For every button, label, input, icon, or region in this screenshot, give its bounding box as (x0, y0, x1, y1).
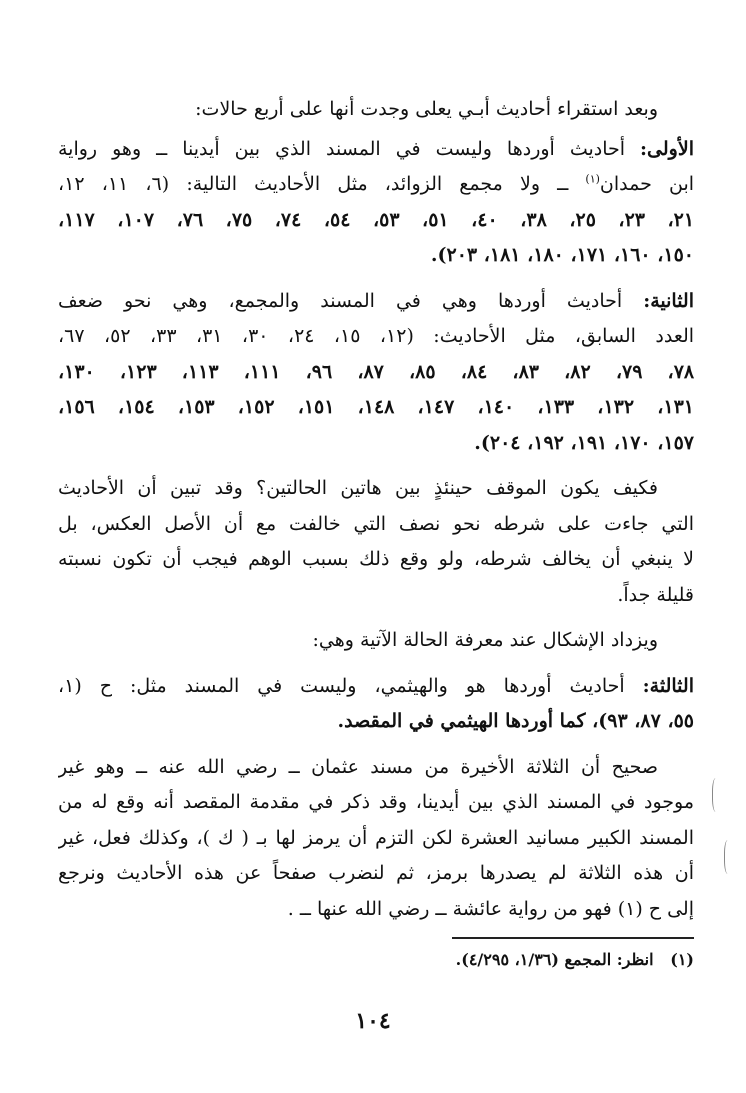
case-first-paragraph (58, 132, 694, 274)
margin-bracket-mark (712, 778, 721, 812)
text-line: المسند الكبير مسانيد العشرة لكن التزم أن يرمز لها بـ ( ك )، وكذلك فعل، غير (58, 826, 694, 849)
page-number: ١٠٤ (355, 1008, 391, 1034)
text-line: صحيح أن الثلاثة الأخيرة من مسند عثمان ــ رضي الله عنه ــ وهو غير (58, 755, 658, 778)
text-line: ١٥٠، ١٦٠، ١٧١، ١٨٠، ١٨١، ٢٠٣). (430, 244, 694, 266)
case-heading: الأولى: (640, 137, 694, 160)
footnote-marker: (١) (585, 172, 600, 186)
text-span: أحاديث أوردها هو والهيثمي، وليست في المسند مثل: ح (١، (58, 674, 625, 697)
margin-bracket-mark (724, 840, 733, 874)
text-line: لا ينبغي أن يخالف شرطه، ولو وقع ذلك بسبب الوهم فيجب أن تكون نسبته (58, 548, 694, 570)
increase-paragraph (58, 623, 694, 659)
text-line: قليلة جداً. (617, 583, 694, 606)
case-heading: الثالثة: (642, 674, 694, 697)
text-line: التي جاءت على شرطه نحو نصف التي خالفت مع أن الأصل العكس، بل (58, 512, 694, 535)
text-line: ٧٨، ٧٩، ٨٢، ٨٣، ٨٤، ٨٥، ٨٧، ٩٦، ١١١، ١١٣، ١٢٣، ١٣٠، (58, 360, 694, 383)
case-third-paragraph (58, 669, 694, 740)
text-line: العدد السابق، مثل الأحاديث: (١٢، ١٥، ٢٤، ٣٠، ٣١، ٣٣، ٥٢، ٦٧، (58, 325, 694, 347)
text-line: موجود في المسند الذي بين أيدينا، وقد ذكر في مقدمة المقصد أنه وقع له من (58, 791, 694, 813)
page-body (58, 92, 694, 937)
correct-paragraph (58, 750, 694, 928)
intro-paragraph (58, 92, 694, 128)
text-line: ١٥٧، ١٧٠، ١٩١، ١٩٢، ٢٠٤). (474, 431, 694, 454)
footnote-separator (452, 937, 694, 939)
text-line (58, 284, 694, 320)
text-line: ١٣١، ١٣٢، ١٣٣، ١٤٠، ١٤٧، ١٤٨، ١٥١، ١٥٢، ١٥٣، ١٥٤، ١٥٦، (58, 396, 694, 418)
text-line (58, 132, 694, 168)
footnote (58, 947, 694, 973)
text-line: ٥٥، ٨٧، ٩٣)، كما أوردها الهيثمي في المقصد. (337, 710, 694, 732)
case-heading: الثانية: (643, 289, 694, 312)
footnote-number: (١) (670, 950, 694, 969)
text-span: ابن حمدان (599, 173, 694, 195)
text-line: وبعد استقراء أحاديث أبـي يعلى وجدت أنها على أربع حالات: (195, 98, 658, 120)
text-line (58, 669, 694, 705)
case-second-paragraph (58, 284, 694, 462)
text-span: أحاديث أوردها وليست في المسند الذي بين أيدينا ــ وهو رواية (58, 137, 626, 160)
text-line: ٢١، ٢٣، ٢٥، ٣٨، ٤٠، ٥١، ٥٣، ٥٤، ٧٤، ٧٥، ٧٦، ١٠٧، ١١٧، (58, 208, 694, 231)
text-line: أن هذه الثلاثة لم يصدرها برمز، ثم لنضرب صفحاً عن هذه الأحاديث ونرجع (58, 862, 694, 884)
text-line (58, 167, 694, 203)
footnote-text: انظر: المجمع (١/٣٦، ٤/٢٩٥). (455, 950, 654, 969)
text-line: فكيف يكون الموقف حينئذٍ بين هاتين الحالتين؟ وقد تبين أن الأحاديث (58, 477, 658, 499)
text-span: ــ ولا مجمع الزوائد، مثل الأحاديث التالية: (٦، ١١، ١٢، (58, 173, 569, 195)
question-paragraph (58, 471, 694, 613)
text-span: أحاديث أوردها وهي في المسند والمجمع، وهي نحو ضعف (58, 289, 623, 312)
text-line: ويزداد الإشكال عند معرفة الحالة الآتية وهي: (312, 629, 658, 651)
text-line: إلى ح (١) فهو من رواية عائشة ــ رضي الله عنها ــ . (287, 897, 694, 920)
